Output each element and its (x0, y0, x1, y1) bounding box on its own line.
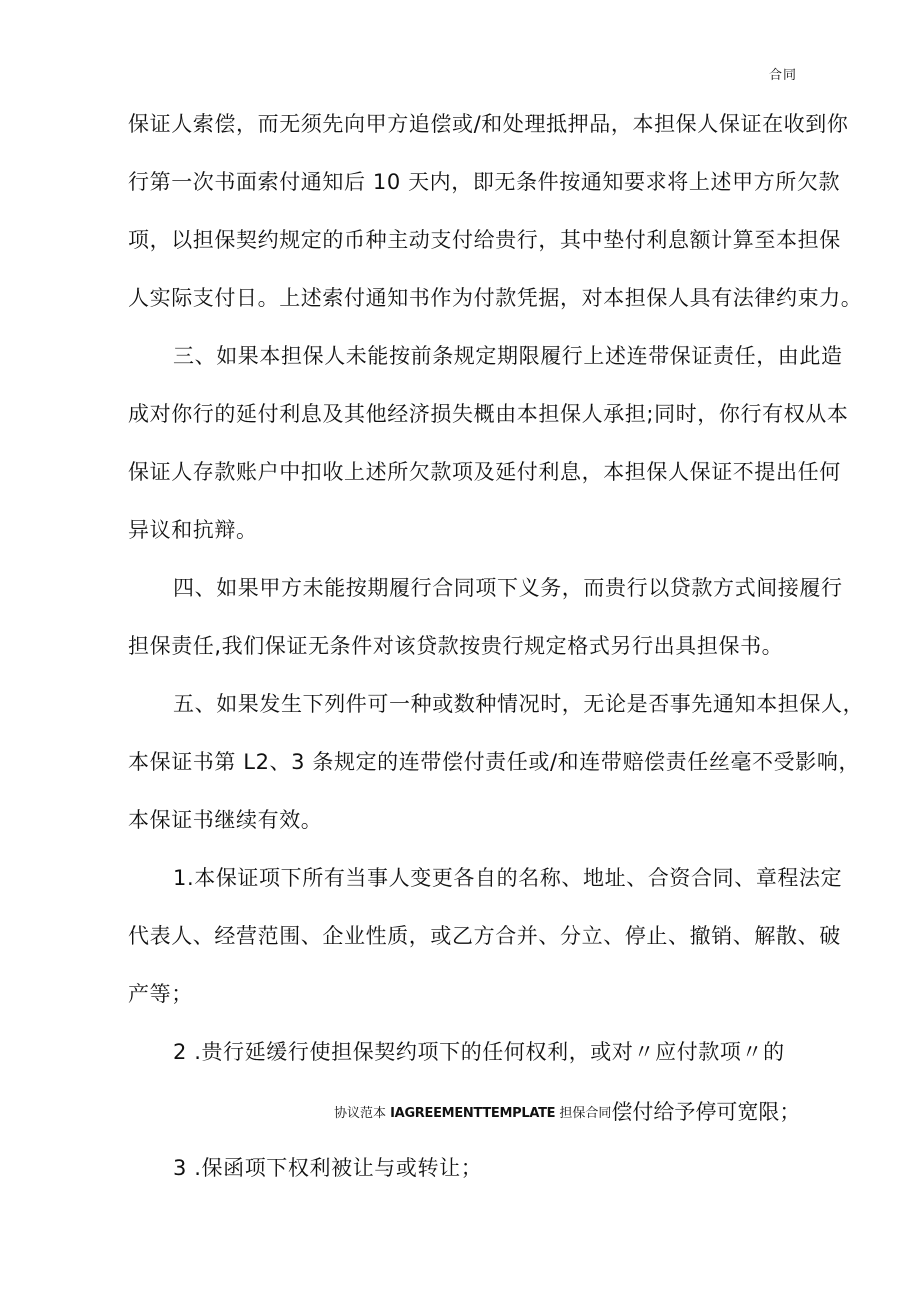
paragraph-line: 人实际支付日。上述索付通知书作为付款凭据，对本担保人具有法律约束力。 (128, 286, 863, 310)
paragraph-line: 1.本保证项下所有当事人变更各自的名称、地址、合资合同、章程法定 (173, 866, 843, 890)
list-item-3: 3 .保函项下权利被让与或转让； (173, 1156, 483, 1180)
paragraph-line: 项，以担保契约规定的币种主动支付给贵行，其中垫付利息额计算至本担保 (128, 228, 841, 252)
page-header-label: 合同 (769, 68, 798, 83)
paragraph-line: 成对你行的延付利息及其他经济损失概由本担保人承担;同时，你行有权从本 (128, 402, 849, 426)
footer-suffix: 担保合同 (555, 1106, 612, 1121)
footer-watermark-line (334, 1096, 800, 1126)
list-item-2: 2 .贵行延缓行使担保契约项下的任何权利，或对〃应付款项〃的 (173, 1040, 785, 1064)
paragraph-line: 代表人、经营范围、企业性质，或乙方合并、分立、停止、撤销、解散、破 (128, 924, 841, 948)
paragraph-line: 本保证书继续有效。 (128, 808, 323, 832)
paragraph-line: 保证人索偿，而无须先向甲方追偿或/和处理抵押品，本担保人保证在收到你 (128, 112, 849, 136)
footer-prefix: 协议范本 (334, 1106, 391, 1121)
paragraph-line: 本保证书第 L2、3 条规定的连带偿付责任或/和连带赔偿责任丝毫不受影响， (128, 750, 861, 774)
paragraph-line: 四、如果甲方未能按期履行合同项下义务，而贵行以贷款方式间接履行 (173, 576, 843, 600)
paragraph-line: 行第一次书面索付通知后 10 天内，即无条件按通知要求将上述甲方所欠款 (128, 170, 841, 194)
paragraph-line: 保证人存款账户中扣收上述所欠款项及延付利息，本担保人保证不提出任何 (128, 460, 841, 484)
paragraph-line: 担保责任,我们保证无条件对该贷款按贵行规定格式另行出具担保书。 (128, 634, 784, 658)
paragraph-line: 五、如果发生下列件可一种或数种情况时，无论是否事先通知本担保人， (173, 692, 865, 716)
footer-body-tail: 偿付给予停可宽限； (611, 1100, 801, 1124)
paragraph-line: 产等； (128, 982, 193, 1006)
footer-template-mark: IAGREEMENTTEMPLATE (390, 1106, 556, 1121)
paragraph-line: 异议和抗辩。 (128, 518, 258, 542)
paragraph-line: 三、如果本担保人未能按前条规定期限履行上述连带保证责任，由此造 (173, 344, 843, 368)
